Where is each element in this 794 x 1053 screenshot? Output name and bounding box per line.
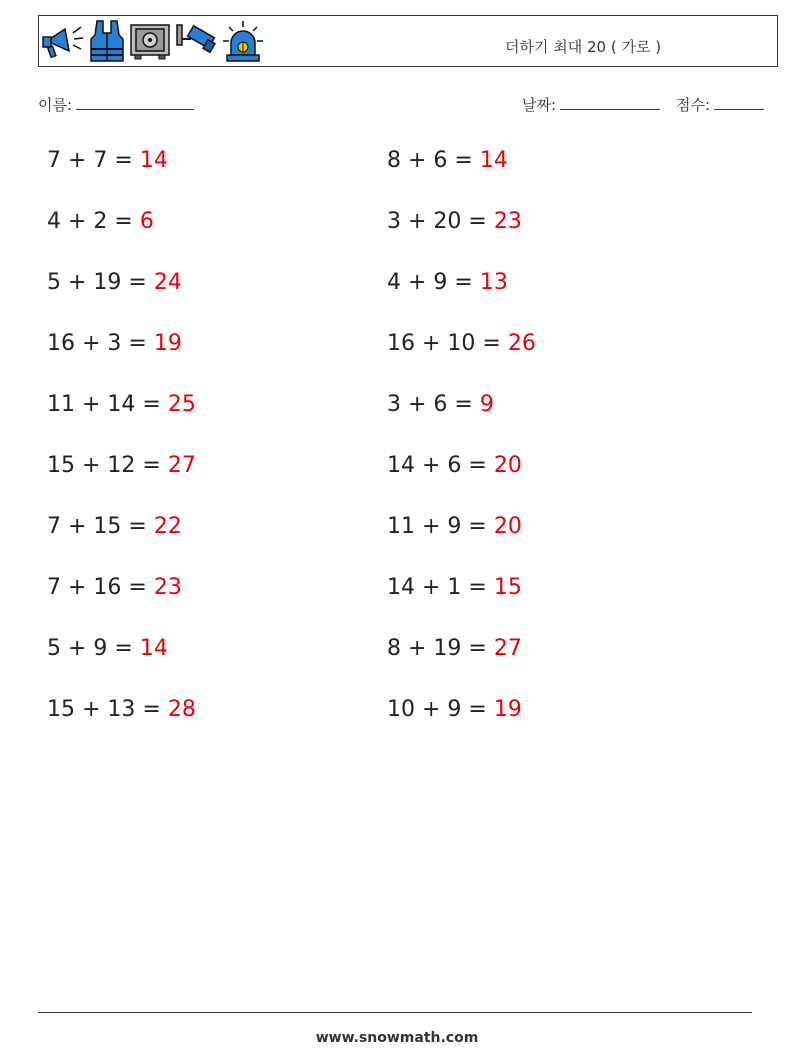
problem-question: 4 + 9 = (387, 270, 473, 295)
problem-answer: 14 (479, 148, 508, 173)
problem-answer: 14 (139, 636, 168, 661)
name-blank[interactable] (76, 95, 194, 110)
problem-answer: 26 (507, 331, 536, 356)
problem-answer: 27 (167, 453, 196, 478)
problem-question: 3 + 6 = (387, 392, 473, 417)
problem-question: 8 + 6 = (387, 148, 473, 173)
problem-question: 15 + 13 = (47, 697, 161, 722)
problem-item (47, 148, 168, 173)
date-blank[interactable] (560, 95, 660, 110)
problem-question: 16 + 3 = (47, 331, 147, 356)
problem-question: 7 + 7 = (47, 148, 133, 173)
problem-question: 7 + 15 = (47, 514, 147, 539)
problem-question: 4 + 2 = (47, 209, 133, 234)
problem-question: 11 + 9 = (387, 514, 487, 539)
problem-answer: 20 (493, 514, 522, 539)
problem-answer: 20 (493, 453, 522, 478)
problem-item (47, 209, 154, 234)
score-label: 점수: (676, 96, 711, 114)
problem-answer: 24 (153, 270, 182, 295)
problem-answer: 19 (153, 331, 182, 356)
problem-item (47, 453, 196, 478)
problem-answer: 27 (493, 636, 522, 661)
problem-answer: 14 (139, 148, 168, 173)
security-camera-icon (175, 21, 217, 61)
problem-question: 16 + 10 = (387, 331, 501, 356)
problem-question: 14 + 6 = (387, 453, 487, 478)
problem-question: 14 + 1 = (387, 575, 487, 600)
problem-item (387, 453, 522, 478)
problem-answer: 28 (167, 697, 196, 722)
problem-item (387, 636, 522, 661)
problem-answer: 6 (139, 209, 154, 234)
date-label: 날짜: (522, 96, 557, 114)
problem-item (387, 392, 494, 417)
problem-item (387, 514, 522, 539)
problem-item (47, 697, 196, 722)
footer-url[interactable]: www.snowmath.com (315, 1030, 479, 1046)
problem-item (47, 575, 182, 600)
problem-item (47, 270, 182, 295)
problem-question: 11 + 14 = (47, 392, 161, 417)
problem-answer: 19 (493, 697, 522, 722)
problem-question: 3 + 20 = (387, 209, 487, 234)
problem-answer: 13 (479, 270, 508, 295)
problem-item (387, 697, 522, 722)
problem-question: 15 + 12 = (47, 453, 161, 478)
problem-item (387, 270, 508, 295)
safe-icon (129, 21, 171, 61)
problem-question: 8 + 19 = (387, 636, 487, 661)
problem-item (387, 209, 522, 234)
footer-divider (38, 1012, 752, 1013)
safety-vest-icon (89, 19, 125, 63)
name-field (38, 94, 194, 115)
problem-question: 5 + 9 = (47, 636, 133, 661)
siren-icon (221, 19, 265, 63)
score-field (676, 94, 764, 115)
problem-item (47, 331, 182, 356)
problem-answer: 23 (493, 209, 522, 234)
problem-item (47, 514, 182, 539)
problem-answer: 25 (167, 392, 196, 417)
score-blank[interactable] (714, 95, 764, 110)
problem-question: 10 + 9 = (387, 697, 487, 722)
problem-answer: 15 (493, 575, 522, 600)
problem-answer: 9 (479, 392, 494, 417)
problem-item (387, 331, 536, 356)
problem-item (47, 636, 168, 661)
header-icons (41, 18, 265, 64)
worksheet-title: 더하기 최대 20 ( 가로 ) (505, 38, 662, 56)
date-field (522, 94, 660, 115)
problem-answer: 23 (153, 575, 182, 600)
problem-item (387, 575, 522, 600)
worksheet-header (38, 15, 778, 67)
problem-item (47, 392, 196, 417)
problem-item (387, 148, 508, 173)
problem-question: 7 + 16 = (47, 575, 147, 600)
problem-answer: 22 (153, 514, 182, 539)
megaphone-icon (41, 21, 85, 61)
problem-question: 5 + 19 = (47, 270, 147, 295)
name-label: 이름: (38, 96, 73, 114)
